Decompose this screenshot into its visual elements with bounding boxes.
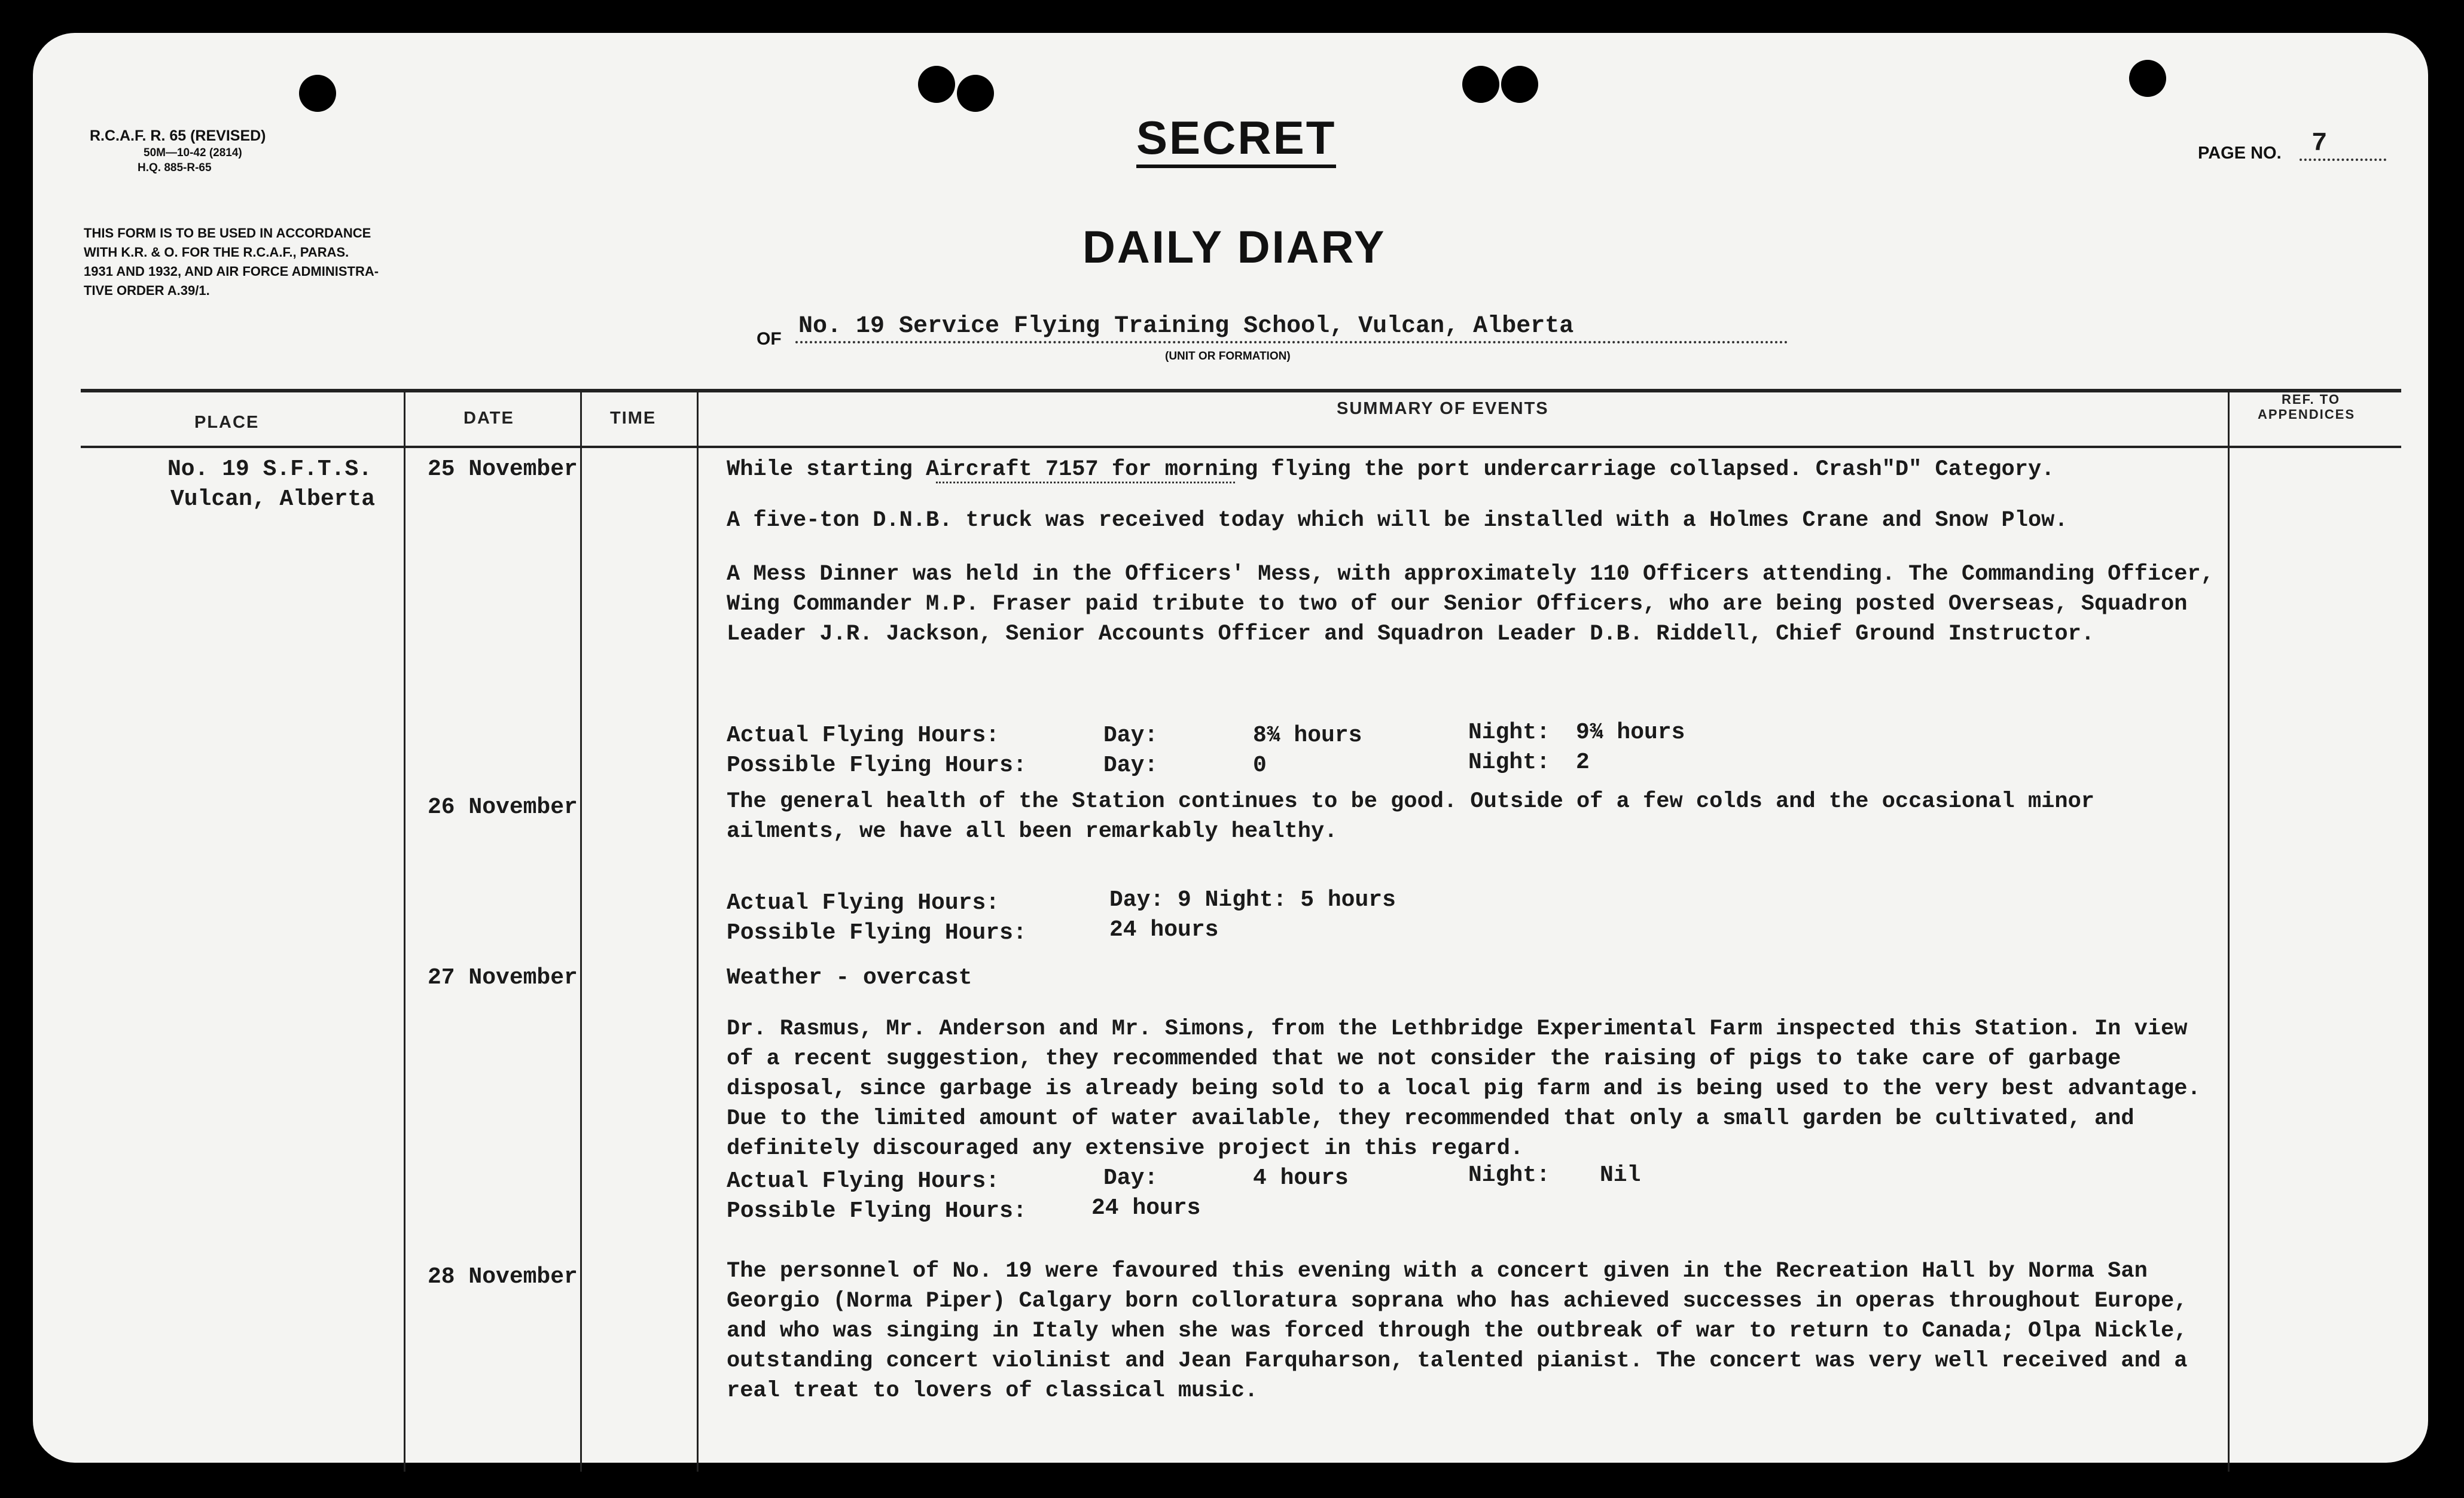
usage-note-line: WITH K.R. & O. FOR THE R.C.A.F., PARAS. [84, 245, 349, 260]
aircraft-underline [936, 482, 1235, 483]
entry-text: The personnel of No. 19 were favoured this evening with a concert given in the Recreation Hall by Norma San Georgio (Norma Piper) Calgary born colloratura soprana who has achieved successes in operas throughout Europe, and who was singing in Italy when she was forced through the outbreak of war to return to Canada; Olpa Nickle, outstanding concert violinist and Jean Farquharson, talented pianist. The concert was very well received and a real treat to lovers of classical music. [727, 1259, 2188, 1403]
entry-text: Dr. Rasmus, Mr. Anderson and Mr. Simons, from the Lethbridge Experimental Farm inspected this Station. In view of a recent suggestion, they recommended that we not consider the raising of pigs to take care of garbage disposal, since garbage is already being sold to a local pig farm and is being used to the very best advantage. Due to the limited amount of water available, they recommended that only a small garden be cultivated, and definitely discouraged any extensive project in this regard. [727, 1016, 2201, 1161]
column-header-place: PLACE [194, 413, 260, 432]
usage-note-line: TIVE ORDER A.39/1. [84, 283, 210, 298]
usage-note-line: THIS FORM IS TO BE USED IN ACCORDANCE [84, 226, 371, 240]
actual-hours-label: Actual Flying Hours: [727, 1168, 1000, 1194]
actual-hours-values: Day: 9 Night: 5 hours [1109, 887, 1396, 913]
table-top-rule [81, 389, 2401, 392]
possible-day-value: 0 [1253, 753, 1267, 778]
page-title: DAILY DIARY [1082, 222, 1386, 273]
usage-note-line: 1931 AND 1932, AND AIR FORCE ADMINISTRA- [84, 264, 379, 279]
entry-text: The general health of the Station continues to be good. Outside of a few colds and the occasional minor ailments, we have all been remarkably healthy. [727, 789, 2094, 844]
punch-hole [1462, 66, 1499, 103]
actual-hours-label: Actual Flying Hours: [727, 723, 1000, 748]
actual-day-value: 8¾ hours [1253, 723, 1362, 748]
actual-night-value: 9¾ hours [1576, 720, 1685, 745]
column-header-ref: APPENDICES [2258, 407, 2356, 422]
possible-hours-value: 24 hours [1109, 917, 1219, 943]
form-hq-code: H.Q. 885-R-65 [138, 162, 212, 174]
possible-hours-label: Possible Flying Hours: [727, 920, 1027, 946]
entry-date: 27 November [428, 965, 578, 991]
form-print-code: 50M—10-42 (2814) [144, 147, 242, 159]
punch-hole [2129, 60, 2166, 97]
day-label: Day: [1103, 723, 1158, 748]
punch-hole [957, 75, 994, 112]
table-header-rule [81, 446, 2401, 448]
column-divider [2228, 389, 2230, 1472]
weather-note: Weather - overcast [727, 965, 972, 991]
punch-hole [1501, 66, 1538, 103]
classification-stamp: SECRET [1136, 111, 1336, 168]
column-header-date: DATE [463, 409, 514, 428]
entry-date: 26 November [428, 794, 578, 820]
punch-hole [299, 75, 336, 112]
actual-day-value: 4 hours [1253, 1165, 1349, 1191]
unit-of-label: OF [757, 329, 782, 349]
day-label: Day: [1103, 1165, 1158, 1191]
night-label: Night: [1468, 750, 1550, 775]
possible-night-value: 2 [1576, 750, 1590, 775]
place-location: Vulcan, Alberta [170, 486, 376, 512]
night-label: Night: [1468, 1162, 1550, 1188]
possible-hours-label: Possible Flying Hours: [727, 753, 1027, 778]
page-number: 7 [2311, 129, 2328, 159]
punch-hole [918, 66, 955, 103]
column-divider [580, 389, 582, 1472]
column-header-ref: REF. TO [2282, 392, 2340, 407]
unit-caption: (UNIT OR FORMATION) [1165, 350, 1291, 363]
column-header-summary: SUMMARY OF EVENTS [1337, 399, 1549, 418]
entry-date: 25 November [428, 456, 578, 482]
day-label: Day: [1103, 753, 1158, 778]
column-divider [697, 389, 699, 1472]
possible-hours-value: 24 hours [1091, 1195, 1201, 1221]
unit-name: No. 19 Service Flying Training School, Vulcan, Alberta [798, 313, 1574, 340]
entry-date: 28 November [428, 1264, 578, 1290]
place-unit: No. 19 S.F.T.S. [167, 456, 373, 482]
possible-hours-label: Possible Flying Hours: [727, 1198, 1027, 1224]
entry-text: While starting Aircraft 7157 for morning flying the port undercarriage collapsed. Crash"D" Category. [727, 457, 2055, 482]
form-code: R.C.A.F. R. 65 (REVISED) [90, 127, 266, 144]
page-number-line [2300, 159, 2386, 161]
unit-line [795, 341, 1788, 343]
column-divider [404, 389, 405, 1472]
diary-card [33, 33, 2428, 1463]
entry-text: A Mess Dinner was held in the Officers' Mess, with approximately 110 Officers attending. The Commanding Officer, Wing Commander M.P. Fraser paid tribute to two of our Senior Officers, who are being posted Overseas, Squadron Leader J.R. Jackson, Senior Accounts Officer and Squadron Leader D.B. Riddell, Chief Ground Instructor. [727, 562, 2214, 647]
column-header-time: TIME [610, 409, 657, 428]
actual-night-value: Nil [1600, 1162, 1641, 1188]
page-label: PAGE NO. [2198, 144, 2282, 163]
actual-hours-label: Actual Flying Hours: [727, 890, 1000, 916]
entry-text: A five-ton D.N.B. truck was received today which will be installed with a Holmes Crane and Snow Plow. [727, 508, 2068, 533]
night-label: Night: [1468, 720, 1550, 745]
